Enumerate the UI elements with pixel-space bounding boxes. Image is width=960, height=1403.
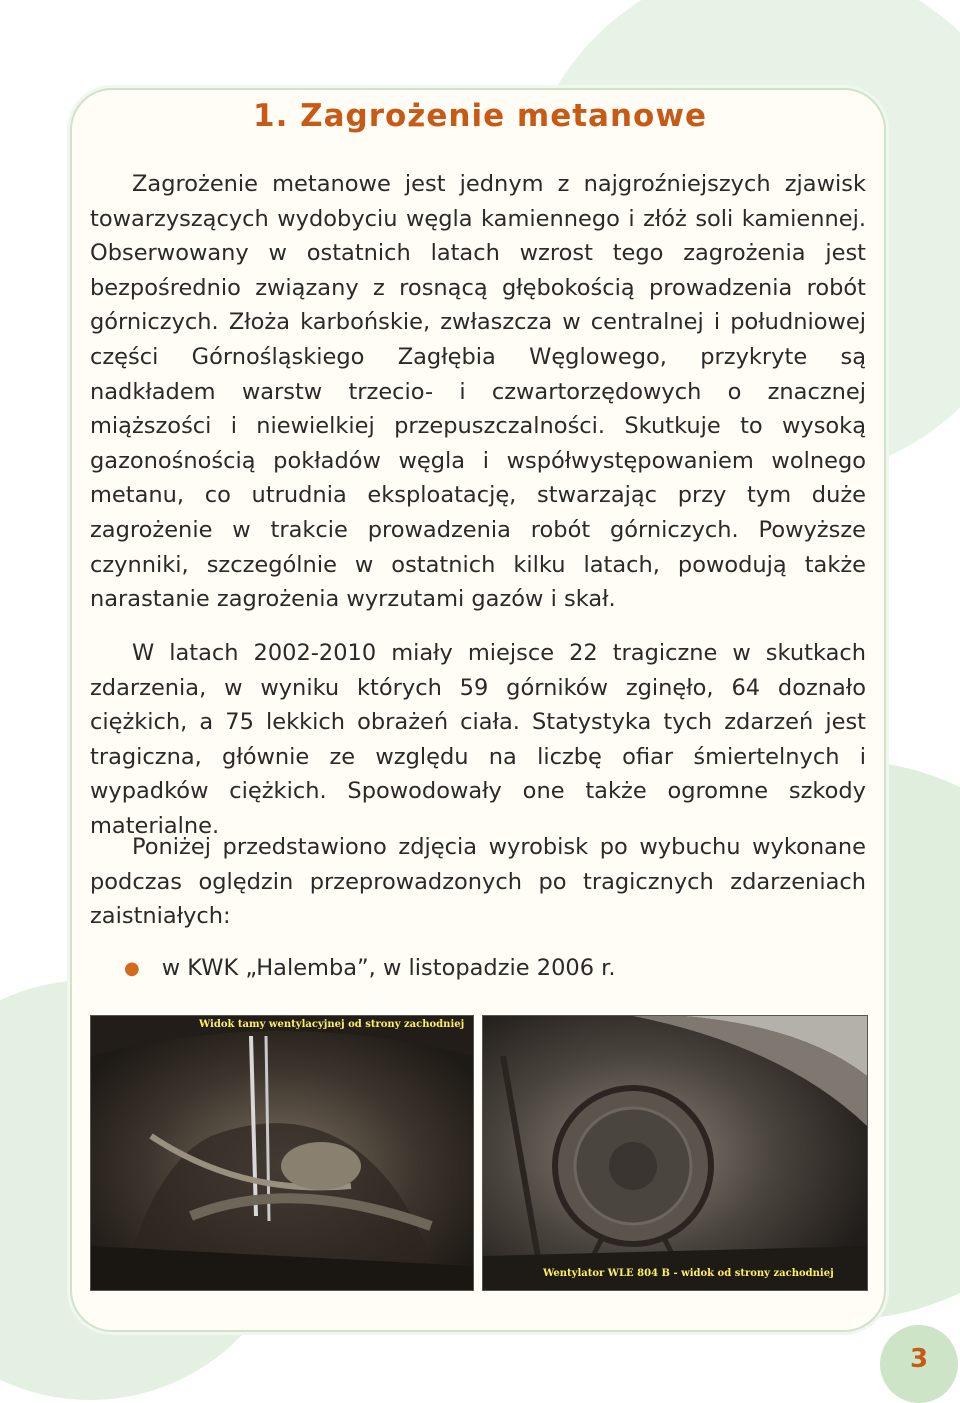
page-title: 1. Zagrożenie metanowe bbox=[253, 98, 707, 134]
photo-1-caption: Widok tamy wentylacyjnej od strony zachodniej bbox=[199, 1019, 465, 1030]
paragraph-3-text: Poniżej przedstawiono zdjęcia wyrobisk po wybuchu wykonane podczas oględzin przeprowadzonych po tragicznych zdarzeniach zaistniałych: bbox=[90, 834, 866, 930]
paragraph-1-text: Zagrożenie metanowe jest jednym z najgroźniejszych zjawisk towarzyszących wydobyciu węgla kamiennego i złóż soli kamiennej. Obserwowany w ostatnich latach wzrost tego zagrożenia jest bezpośrednio związany z rosnącą głębokością prowadzenia robót górniczych. Złoża karbońskie, zwłaszcza w centralnej i południowej części Górnośląskiego Zagłębia Węglowego, przykryte są nadkładem warstw trzecio- i czwartorzędowych o znacznej miąższości i niewielkiej przepuszczalności. Skutkuje to wysoką gazonośnością pokładów węgla i współwystępowaniem wolnego metanu, co utrudnia eksploatację, stwarzając przy tym duże zagrożenie w trakcie prowadzenia robót górniczych. Powyższe czynniki, szczególnie w ostatnich kilku latach, powodują także narastanie zagrożenia wyrzutami gazów i skał. bbox=[90, 171, 866, 613]
photo-2-illustration bbox=[483, 1016, 867, 1290]
photo-fan bbox=[482, 1015, 868, 1291]
paragraph-2-text: W latach 2002-2010 miały miejsce 22 tragiczne w skutkach zdarzenia, w wyniku których 59 górników zginęło, 64 doznało ciężkich, a 75 lekkich obrażeń ciała. Statystyka tych zdarzeń jest tragiczna, głównie ze względu na liczbę ofiar śmiertelnych i wypadków ciężkich. Spowodowały one także ogromne szkody materialne. bbox=[90, 640, 866, 839]
paragraph-methane-hazard bbox=[90, 167, 866, 617]
bullet-dot-icon: ● bbox=[124, 957, 140, 979]
page-number: 3 bbox=[909, 1344, 929, 1374]
photo-2-caption: Wentylator WLE 804 B - widok od strony zachodniej bbox=[543, 1268, 834, 1279]
photo-ventilation-dam bbox=[90, 1015, 474, 1291]
paragraph-photos-intro bbox=[90, 830, 866, 934]
bullet-item bbox=[124, 955, 616, 981]
photo-1-illustration bbox=[91, 1016, 473, 1290]
paragraph-statistics bbox=[90, 636, 866, 844]
bullet-text: w KWK „Halemba”, w listopadzie 2006 r. bbox=[161, 955, 616, 981]
